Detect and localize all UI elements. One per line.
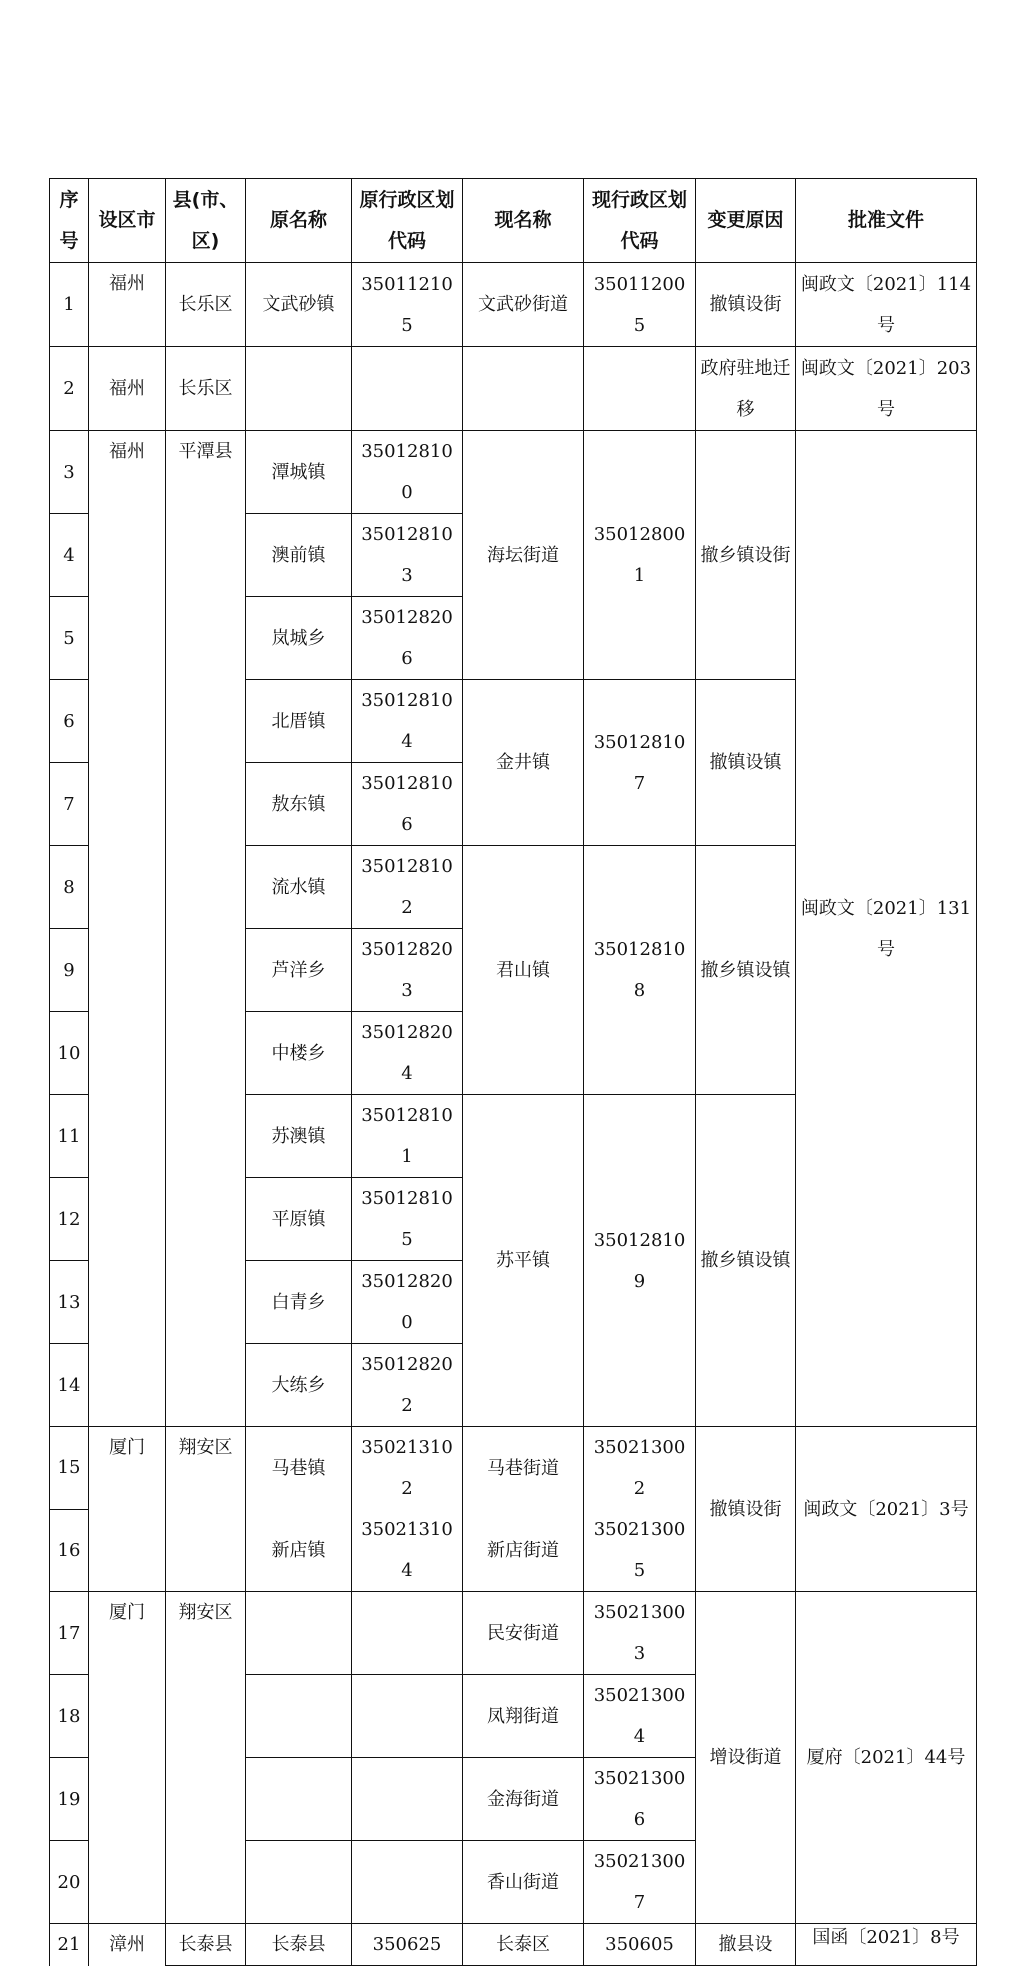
- cell-county: 长乐区: [166, 263, 246, 347]
- cell-old-code: 350128203: [352, 929, 463, 1012]
- cell-reason: 撤乡镇设镇: [696, 1095, 796, 1427]
- cell-no: 16: [50, 1509, 89, 1592]
- cell-no: 11: [50, 1095, 89, 1178]
- cell-city: 厦门: [89, 1592, 166, 1924]
- cell-new-code: 350213004: [584, 1675, 696, 1758]
- cell-old-name: 岚城乡: [246, 597, 352, 680]
- cell-county: 翔安区: [166, 1592, 246, 1924]
- cell-new-code: 350128109: [584, 1095, 696, 1427]
- col-header-city: 设区市: [89, 179, 166, 263]
- col-header-new-name: 现名称: [463, 179, 584, 263]
- cell-no: 12: [50, 1178, 89, 1261]
- cell-new-code: 350213002: [584, 1427, 696, 1510]
- cell-reason: 撤镇设街: [696, 263, 796, 347]
- col-header-new-code: 现行政区划代码: [584, 179, 696, 263]
- cell-old-code: 350128104: [352, 680, 463, 763]
- col-header-old-code: 原行政区划代码: [352, 179, 463, 263]
- cell-reason: 撤县设: [696, 1924, 796, 1966]
- cell-county: 翔安区: [166, 1427, 246, 1592]
- cell-no: 1: [50, 263, 89, 347]
- cell-old-code: [352, 1675, 463, 1758]
- cell-old-code: 350128106: [352, 763, 463, 846]
- cell-no: 7: [50, 763, 89, 846]
- cell-old-name: 新店镇: [246, 1509, 352, 1592]
- cell-no: 5: [50, 597, 89, 680]
- cell-reason: 政府驻地迁移: [696, 347, 796, 431]
- cell-old-code: 350213102: [352, 1427, 463, 1510]
- cell-city: 厦门: [89, 1427, 166, 1592]
- cell-doc: 闽政文〔2021〕131号: [796, 431, 977, 1427]
- cell-no: 13: [50, 1261, 89, 1344]
- cell-old-name: 平原镇: [246, 1178, 352, 1261]
- table-row: [50, 347, 977, 431]
- cell-old-name: 文武砂镇: [246, 263, 352, 347]
- cell-old-name: 潭城镇: [246, 431, 352, 514]
- cell-new-name: 香山街道: [463, 1841, 584, 1924]
- cell-old-name: [246, 1592, 352, 1675]
- cell-doc: 闽政文〔2021〕3号: [796, 1427, 977, 1592]
- cell-old-name: [246, 1841, 352, 1924]
- cell-new-code: [584, 347, 696, 431]
- cell-no: 17: [50, 1592, 89, 1675]
- cell-old-name: 流水镇: [246, 846, 352, 929]
- cell-reason: 撤镇设街: [696, 1427, 796, 1592]
- cell-no: 21: [50, 1924, 89, 1966]
- cell-old-name: 白青乡: [246, 1261, 352, 1344]
- cell-old-code: 350128100: [352, 431, 463, 514]
- cell-old-code: 350128200: [352, 1261, 463, 1344]
- cell-doc: 闽政文〔2021〕203号: [796, 347, 977, 431]
- col-header-old-name: 原名称: [246, 179, 352, 263]
- cell-new-name: 海坛街道: [463, 431, 584, 680]
- cell-old-code: 350128202: [352, 1344, 463, 1427]
- cell-new-code: 350213005: [584, 1509, 696, 1592]
- cell-old-code: 350128102: [352, 846, 463, 929]
- cell-new-code: 350213006: [584, 1758, 696, 1841]
- table-row: [50, 263, 977, 347]
- col-header-reason: 变更原因: [696, 179, 796, 263]
- cell-old-code: 350128105: [352, 1178, 463, 1261]
- col-header-county: 县(市、区): [166, 179, 246, 263]
- cell-county: 平潭县: [166, 431, 246, 1427]
- cell-old-name: 敖东镇: [246, 763, 352, 846]
- cell-old-code: [352, 1841, 463, 1924]
- cell-old-name: 芦洋乡: [246, 929, 352, 1012]
- col-header-doc: 批准文件: [796, 179, 977, 263]
- table-row: [50, 431, 977, 514]
- table-row: [50, 1924, 977, 1966]
- cell-new-name: 长泰区: [463, 1924, 584, 1966]
- cell-no: 19: [50, 1758, 89, 1841]
- cell-new-name: 文武砂街道: [463, 263, 584, 347]
- cell-no: 18: [50, 1675, 89, 1758]
- cell-new-code: 350128001: [584, 431, 696, 680]
- col-header-no: 序号: [50, 179, 89, 263]
- cell-new-code: 350213007: [584, 1841, 696, 1924]
- cell-city: 福州: [89, 431, 166, 1427]
- cell-old-code: [352, 347, 463, 431]
- cell-no: 15: [50, 1427, 89, 1510]
- cell-no: 6: [50, 680, 89, 763]
- cell-no: 10: [50, 1012, 89, 1095]
- cell-old-name: 苏澳镇: [246, 1095, 352, 1178]
- cell-reason: 撤乡镇设街: [696, 431, 796, 680]
- cell-new-code: 350605: [584, 1924, 696, 1966]
- cell-old-code: 350213104: [352, 1509, 463, 1592]
- cell-new-code: 350128108: [584, 846, 696, 1095]
- table-row: [50, 1427, 977, 1510]
- cell-old-code: 350112105: [352, 263, 463, 347]
- table-row: [50, 1592, 977, 1675]
- cell-new-code: 350112005: [584, 263, 696, 347]
- cell-no: 9: [50, 929, 89, 1012]
- cell-reason: 增设街道: [696, 1592, 796, 1924]
- cell-old-code: 350128103: [352, 514, 463, 597]
- cell-new-name: 金海街道: [463, 1758, 584, 1841]
- cell-new-name: 君山镇: [463, 846, 584, 1095]
- cell-no: 20: [50, 1841, 89, 1924]
- cell-new-code: 350128107: [584, 680, 696, 846]
- cell-old-code: 350128204: [352, 1012, 463, 1095]
- cell-old-code: [352, 1758, 463, 1841]
- cell-old-name: 长泰县: [246, 1924, 352, 1966]
- cell-old-name: 中楼乡: [246, 1012, 352, 1095]
- cell-city: 福州: [89, 347, 166, 431]
- cell-new-name: 苏平镇: [463, 1095, 584, 1427]
- cell-doc: 闽政文〔2021〕114号: [796, 263, 977, 347]
- cell-old-name: 澳前镇: [246, 514, 352, 597]
- cell-no: 3: [50, 431, 89, 514]
- cell-old-code: [352, 1592, 463, 1675]
- cell-new-name: 新店街道: [463, 1509, 584, 1592]
- cell-doc: 厦府〔2021〕44号: [796, 1592, 977, 1924]
- cell-new-name: 凤翔街道: [463, 1675, 584, 1758]
- cell-no: 4: [50, 514, 89, 597]
- cell-county: 长乐区: [166, 347, 246, 431]
- header-row: [50, 179, 977, 263]
- cell-no: 2: [50, 347, 89, 431]
- cell-old-code: 350625: [352, 1924, 463, 1966]
- cell-new-name: [463, 347, 584, 431]
- cell-no: 14: [50, 1344, 89, 1427]
- cell-reason: 撤乡镇设镇: [696, 846, 796, 1095]
- cell-old-code: 350128101: [352, 1095, 463, 1178]
- cell-doc: 国函〔2021〕8号: [796, 1924, 977, 1966]
- cell-new-name: 民安街道: [463, 1592, 584, 1675]
- cell-old-name: [246, 1758, 352, 1841]
- cell-city: 福州: [89, 263, 166, 347]
- cell-old-name: [246, 1675, 352, 1758]
- cell-city: 漳州: [89, 1924, 166, 1966]
- division-change-table: [49, 178, 977, 1966]
- cell-new-name: 马巷街道: [463, 1427, 584, 1510]
- cell-reason: 撤镇设镇: [696, 680, 796, 846]
- cell-new-code: 350213003: [584, 1592, 696, 1675]
- cell-county: 长泰县: [166, 1924, 246, 1966]
- cell-new-name: 金井镇: [463, 680, 584, 846]
- cell-old-name: 大练乡: [246, 1344, 352, 1427]
- cell-old-name: [246, 347, 352, 431]
- cell-old-name: 北厝镇: [246, 680, 352, 763]
- cell-no: 8: [50, 846, 89, 929]
- cell-old-code: 350128206: [352, 597, 463, 680]
- cell-old-name: 马巷镇: [246, 1427, 352, 1510]
